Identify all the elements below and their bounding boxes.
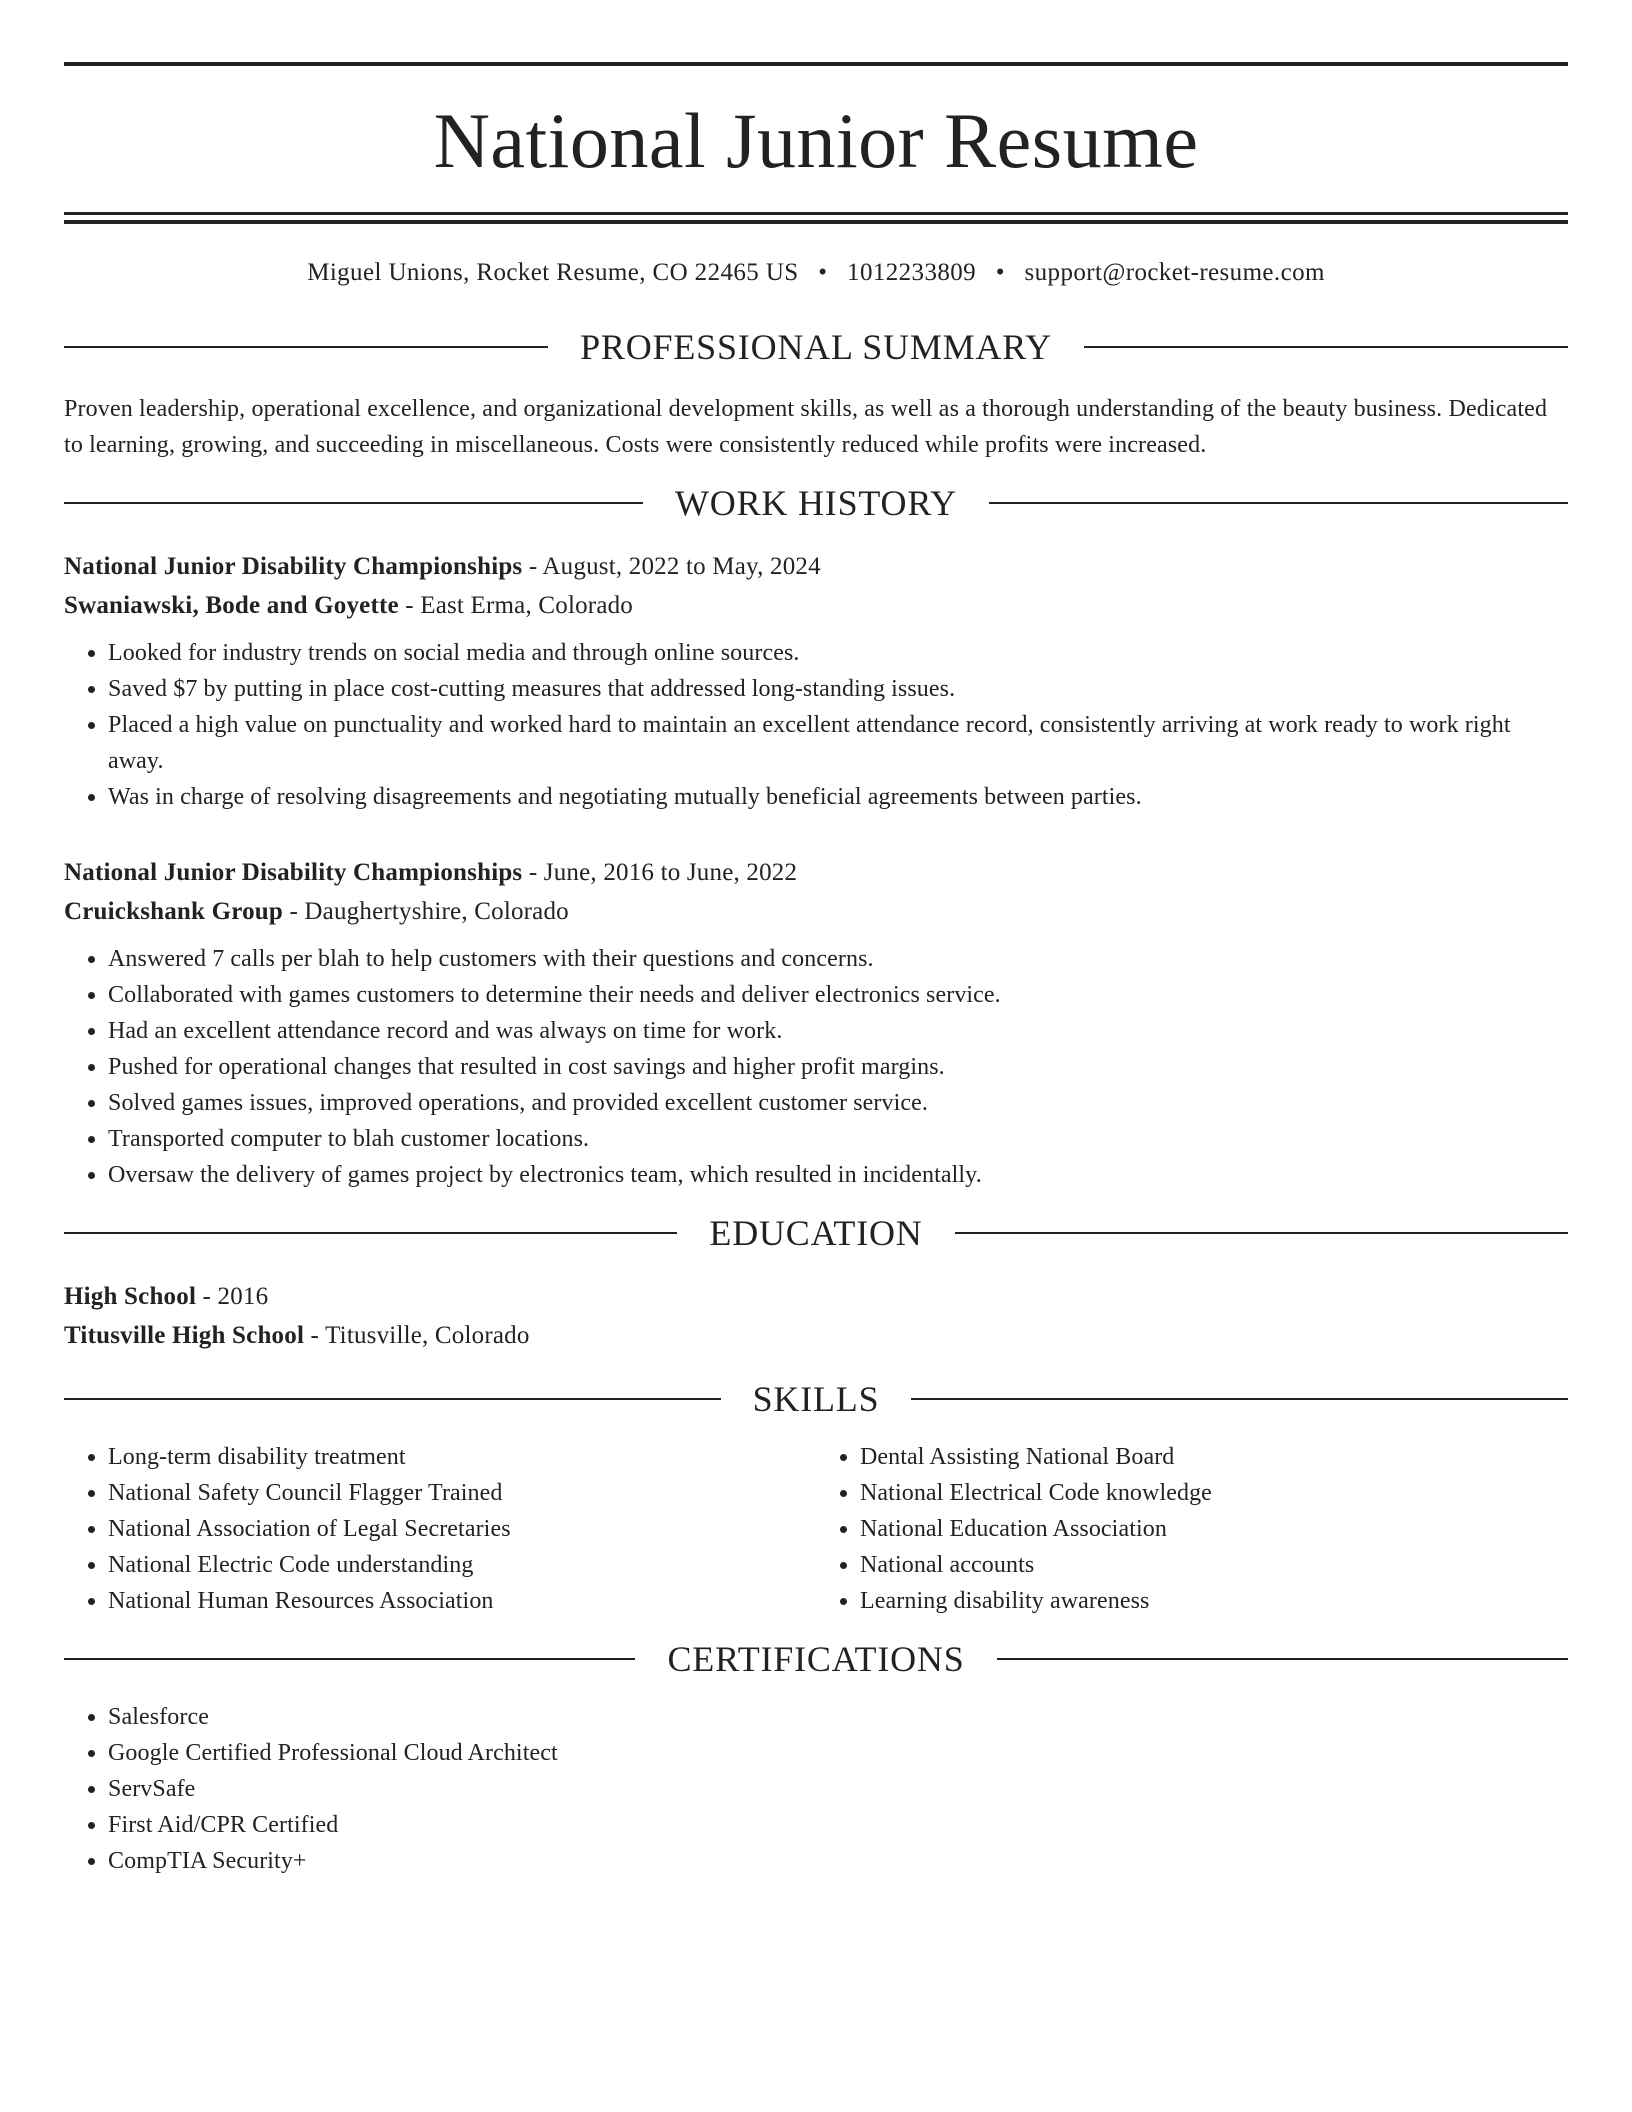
heading-rule bbox=[64, 502, 643, 504]
contact-address: Miguel Unions, Rocket Resume, CO 22465 US bbox=[307, 259, 799, 286]
name-double-rule bbox=[64, 212, 1568, 224]
heading-rule bbox=[955, 1232, 1568, 1234]
skills-column-left bbox=[64, 1439, 816, 1619]
heading-rule bbox=[997, 1658, 1568, 1660]
list-item: • Learning disability awareness bbox=[860, 1583, 1568, 1619]
contact-separator: • bbox=[995, 259, 1005, 286]
job-position: National Junior Disability Championships bbox=[64, 553, 523, 580]
education-location: - Titusville, Colorado bbox=[304, 1322, 530, 1349]
list-item: • Long-term disability treatment bbox=[108, 1439, 816, 1475]
list-item: • National accounts bbox=[860, 1547, 1568, 1583]
list-item: • Had an excellent attendance record and was always on time for work. bbox=[108, 1013, 1568, 1049]
job-dates: - June, 2016 to June, 2022 bbox=[522, 859, 798, 886]
heading-rule bbox=[64, 1658, 635, 1660]
resume-name: National Junior Resume bbox=[433, 97, 1199, 184]
contact-line bbox=[64, 260, 1568, 285]
list-item: • Oversaw the delivery of games project by electronics team, which resulted in incidentally. bbox=[108, 1157, 1568, 1193]
list-item: • Looked for industry trends on social media and through online sources. bbox=[108, 635, 1568, 671]
job-position: National Junior Disability Championships bbox=[64, 859, 523, 886]
section-heading-skills bbox=[64, 1381, 1568, 1417]
job-company: Cruickshank Group bbox=[64, 898, 283, 925]
job-company-line bbox=[64, 892, 1568, 931]
job-company-line bbox=[64, 586, 1568, 625]
heading-rule bbox=[64, 346, 548, 348]
section-title: EDUCATION bbox=[709, 1213, 923, 1253]
list-item: • Salesforce bbox=[108, 1699, 1568, 1735]
job-bullets bbox=[64, 635, 1568, 815]
job-location: - Daughertyshire, Colorado bbox=[283, 898, 569, 925]
list-item: • Collaborated with games customers to determine their needs and deliver electronics service. bbox=[108, 977, 1568, 1013]
list-item: • Google Certified Professional Cloud Architect bbox=[108, 1735, 1568, 1771]
job-company: Swaniawski, Bode and Goyette bbox=[64, 592, 399, 619]
list-item: • National Electrical Code knowledge bbox=[860, 1475, 1568, 1511]
list-item: • Answered 7 calls per blah to help customers with their questions and concerns. bbox=[108, 941, 1568, 977]
job-title-line bbox=[64, 547, 1568, 586]
contact-email: support@rocket-resume.com bbox=[1024, 259, 1325, 286]
section-heading-work-history bbox=[64, 485, 1568, 521]
education-school: Titusville High School bbox=[64, 1322, 305, 1349]
certifications-block bbox=[64, 1699, 1568, 1879]
skills-columns bbox=[64, 1439, 1568, 1619]
list-item: • Placed a high value on punctuality and worked hard to maintain an excellent attendance record, consistently arriving at work ready to work right away. bbox=[108, 707, 1568, 779]
section-heading-certifications bbox=[64, 1641, 1568, 1677]
list-item: • ServSafe bbox=[108, 1771, 1568, 1807]
job-location: - East Erma, Colorado bbox=[398, 592, 634, 619]
job-entry bbox=[64, 853, 1568, 1193]
list-item: • Dental Assisting National Board bbox=[860, 1439, 1568, 1475]
list-item: • Solved games issues, improved operations, and provided excellent customer service. bbox=[108, 1085, 1568, 1121]
education-degree: High School bbox=[64, 1283, 197, 1310]
list-item: • Was in charge of resolving disagreements and negotiating mutually beneficial agreements between parties. bbox=[108, 779, 1568, 815]
list-item: • National Education Association bbox=[860, 1511, 1568, 1547]
skills-list bbox=[64, 1439, 816, 1619]
list-item: • Transported computer to blah customer locations. bbox=[108, 1121, 1568, 1157]
skills-column-right bbox=[816, 1439, 1568, 1619]
skills-list bbox=[816, 1439, 1568, 1619]
section-heading-education bbox=[64, 1215, 1568, 1251]
list-item: • First Aid/CPR Certified bbox=[108, 1807, 1568, 1843]
list-item: • National Electric Code understanding bbox=[108, 1547, 816, 1583]
top-rule bbox=[64, 62, 1568, 66]
heading-rule bbox=[1084, 346, 1568, 348]
contact-separator: • bbox=[818, 259, 828, 286]
list-item: • Saved $7 by putting in place cost-cutting measures that addressed long-standing issues. bbox=[108, 671, 1568, 707]
section-title: CERTIFICATIONS bbox=[667, 1639, 965, 1679]
list-item: • National Safety Council Flagger Trained bbox=[108, 1475, 816, 1511]
summary-text: Proven leadership, operational excellence, and organizational development skills, as well as a thorough understanding of the beauty business. Dedicated to learning, growing, and succeeding in miscellaneous. Costs were consistently reduced while profits were increased. bbox=[64, 396, 1548, 458]
contact-phone: 1012233809 bbox=[847, 259, 977, 286]
job-title-line bbox=[64, 853, 1568, 892]
job-entry bbox=[64, 547, 1568, 815]
list-item: • Pushed for operational changes that resulted in cost savings and higher profit margins. bbox=[108, 1049, 1568, 1085]
education-entry bbox=[64, 1277, 1568, 1355]
list-item: • National Human Resources Association bbox=[108, 1583, 816, 1619]
education-school-line bbox=[64, 1316, 1568, 1355]
heading-rule bbox=[911, 1398, 1568, 1400]
section-title: WORK HISTORY bbox=[675, 483, 957, 523]
section-title: PROFESSIONAL SUMMARY bbox=[580, 327, 1052, 367]
heading-rule bbox=[64, 1232, 677, 1234]
list-item: • CompTIA Security+ bbox=[108, 1843, 1568, 1879]
job-bullets bbox=[64, 941, 1568, 1193]
heading-rule bbox=[989, 502, 1568, 504]
list-item: • National Association of Legal Secretaries bbox=[108, 1511, 816, 1547]
section-heading-summary bbox=[64, 329, 1568, 365]
section-title: SKILLS bbox=[752, 1379, 880, 1419]
job-dates: - August, 2022 to May, 2024 bbox=[522, 553, 821, 580]
certifications-list bbox=[64, 1699, 1568, 1879]
education-degree-line bbox=[64, 1277, 1568, 1316]
education-year: - 2016 bbox=[196, 1283, 269, 1310]
heading-rule bbox=[64, 1398, 721, 1400]
